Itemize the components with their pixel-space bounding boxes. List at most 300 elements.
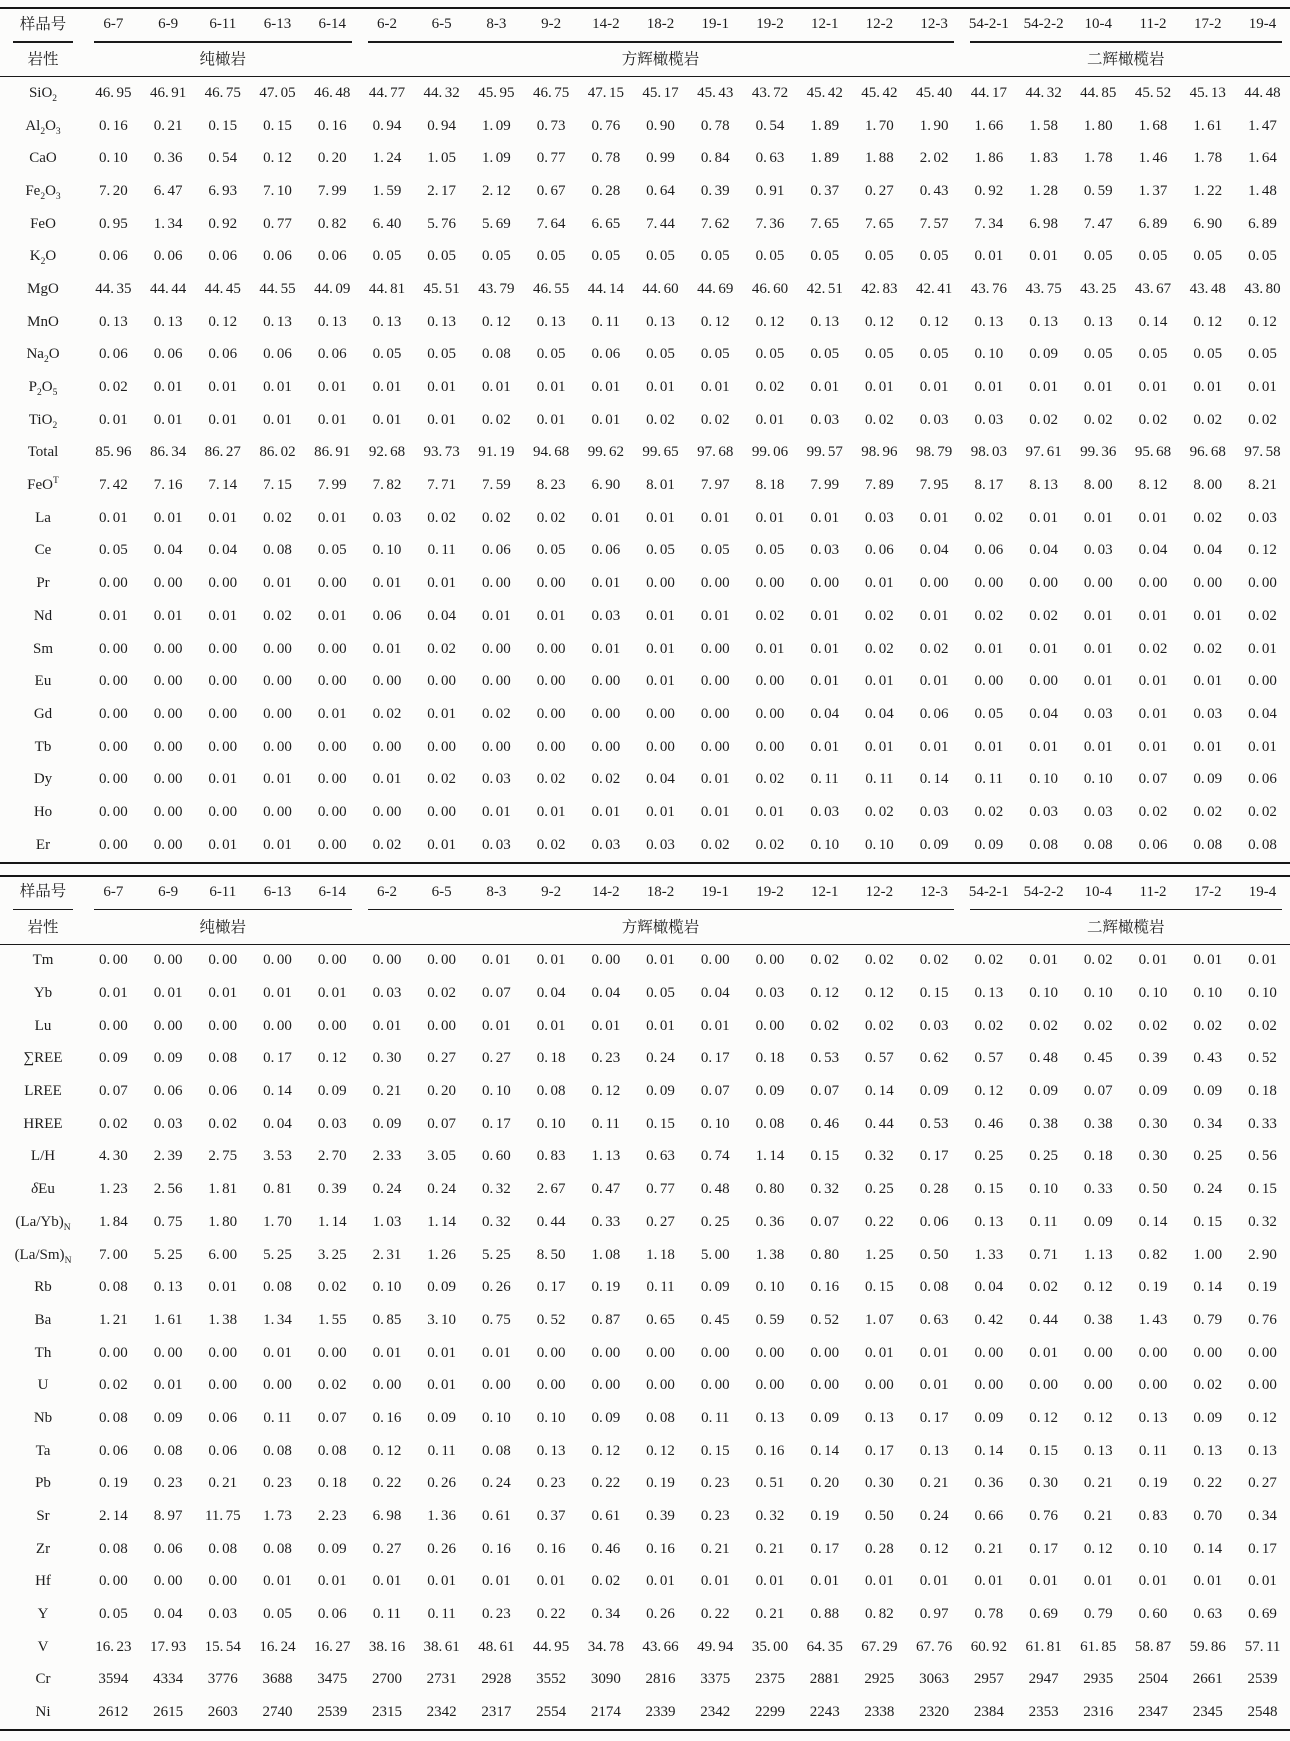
value-cell: 0. 00	[755, 1377, 785, 1394]
value-cell: 0. 09	[153, 1050, 183, 1067]
value-cell: 0. 01	[1083, 673, 1113, 690]
value-cell: 0. 87	[591, 1311, 621, 1328]
value-cell: 0. 01	[482, 1344, 511, 1361]
value-cell: 0. 11	[427, 1442, 456, 1459]
value-cell: 0. 09	[700, 1279, 730, 1296]
value-cell: 0. 03	[1029, 803, 1058, 820]
value-cell: 0. 00	[646, 1344, 675, 1361]
value-cell: 2. 17	[427, 182, 457, 199]
row-label-MgO: MgO	[27, 280, 59, 297]
value-cell: 0. 03	[810, 542, 840, 559]
value-cell: 98. 03	[970, 444, 1007, 461]
value-cell: 1. 66	[974, 117, 1004, 134]
value-cell: 49. 94	[697, 1638, 734, 1655]
value-cell: 0. 01	[755, 803, 785, 820]
value-cell: 0. 34	[1193, 1115, 1223, 1132]
sample-id: 11-2	[1139, 883, 1167, 900]
value-cell: 0. 19	[98, 1475, 128, 1492]
value-cell: 0. 15	[646, 1115, 675, 1132]
value-cell: 0. 02	[1248, 607, 1277, 624]
value-cell: 0. 01	[98, 411, 128, 428]
value-cell: 0. 01	[1083, 738, 1113, 755]
data-row-Total	[0, 437, 1290, 470]
value-cell: 46. 75	[204, 84, 241, 101]
value-cell: 0. 01	[208, 771, 238, 788]
value-cell: 1. 09	[482, 117, 511, 134]
value-cell: 0. 05	[98, 1606, 128, 1623]
value-cell: 0. 43	[1193, 1050, 1223, 1067]
data-row-Ta	[0, 1435, 1290, 1468]
value-cell: 0. 16	[317, 117, 347, 134]
value-cell: 0. 01	[263, 985, 292, 1002]
sample-id: 6-2	[376, 883, 397, 900]
value-cell: 7. 16	[153, 477, 183, 494]
value-cell: 2816	[645, 1671, 676, 1688]
value-cell: 0. 01	[1193, 738, 1223, 755]
value-cell: 0. 92	[208, 215, 238, 232]
value-cell: 0. 38	[1083, 1311, 1113, 1328]
value-cell: 0. 12	[810, 985, 840, 1002]
value-cell: 6. 00	[208, 1246, 238, 1263]
value-cell: 0. 11	[591, 1115, 620, 1132]
value-cell: 0. 00	[810, 1377, 840, 1394]
value-cell: 0. 05	[919, 346, 949, 363]
value-cell: 0. 05	[372, 248, 402, 265]
value-cell: 0. 14	[865, 1083, 894, 1100]
value-cell: 0. 01	[974, 640, 1004, 657]
value-cell: 0. 02	[208, 1115, 238, 1132]
value-cell: 0. 95	[98, 215, 128, 232]
value-cell: 0. 01	[1248, 379, 1277, 396]
value-cell: 0. 03	[208, 1606, 238, 1623]
value-cell: 0. 10	[1138, 1540, 1168, 1557]
value-cell: 0. 01	[919, 379, 949, 396]
value-cell: 0. 11	[810, 771, 839, 788]
value-cell: 0. 02	[646, 411, 675, 428]
value-cell: 0. 32	[1248, 1213, 1277, 1230]
value-cell: 0. 03	[974, 411, 1004, 428]
value-cell: 0. 08	[1029, 836, 1058, 853]
value-cell: 0. 02	[372, 705, 402, 722]
value-cell: 0. 24	[1193, 1181, 1223, 1198]
data-row-Nd	[0, 600, 1290, 633]
value-cell: 61. 81	[1025, 1638, 1062, 1655]
sample-id: 9-2	[541, 16, 562, 32]
value-cell: 0. 27	[482, 1050, 511, 1067]
value-cell: 0. 05	[700, 248, 730, 265]
value-cell: 0. 44	[536, 1213, 566, 1230]
value-cell: 58. 87	[1134, 1638, 1172, 1655]
value-cell: 0. 02	[1248, 1017, 1277, 1034]
value-cell: 0. 02	[317, 1279, 347, 1296]
value-cell: 0. 01	[1083, 509, 1113, 526]
data-row-Y	[0, 1598, 1290, 1631]
value-cell: 0. 00	[98, 803, 128, 820]
value-cell: 0. 01	[1029, 1573, 1058, 1590]
value-cell: 0. 04	[153, 1606, 183, 1623]
row-label-Rb: Rb	[34, 1279, 52, 1296]
value-cell: 0. 15	[974, 1181, 1004, 1198]
data-row-Gd	[0, 698, 1290, 731]
value-cell: 0. 46	[974, 1115, 1004, 1132]
value-cell: 0. 03	[1248, 509, 1277, 526]
value-cell: 0. 25	[974, 1148, 1004, 1165]
value-cell: 0. 34	[591, 1606, 621, 1623]
value-cell: 57. 11	[1244, 1638, 1281, 1655]
value-cell: 0. 10	[1083, 771, 1113, 788]
value-cell: 0. 24	[646, 1050, 675, 1067]
value-cell: 0. 11	[427, 1606, 456, 1623]
value-cell: 0. 02	[1029, 411, 1058, 428]
value-cell: 0. 09	[427, 1409, 457, 1426]
value-cell: 0. 13	[974, 313, 1004, 330]
value-cell: 1. 13	[591, 1148, 621, 1165]
value-cell: 0. 17	[1029, 1540, 1058, 1557]
value-cell: 1. 80	[1083, 117, 1113, 134]
value-cell: 7. 34	[974, 215, 1004, 232]
value-cell: 0. 03	[810, 411, 840, 428]
value-cell: 0. 01	[810, 640, 840, 657]
value-cell: 0. 01	[1083, 379, 1113, 396]
value-cell: 0. 02	[591, 1573, 621, 1590]
value-cell: 2. 56	[153, 1181, 183, 1198]
value-cell: 47. 05	[259, 84, 296, 101]
value-cell: 0. 01	[1029, 1344, 1058, 1361]
value-cell: 0. 01	[482, 803, 511, 820]
sample-id: 12-2	[865, 16, 894, 32]
value-cell: 0. 08	[263, 1442, 292, 1459]
value-cell: 0. 07	[317, 1409, 347, 1426]
value-cell: 0. 01	[208, 985, 238, 1002]
value-cell: 0. 00	[536, 673, 566, 690]
value-cell: 0. 01	[1029, 379, 1058, 396]
value-cell: 0. 05	[974, 705, 1004, 722]
value-cell: 0. 00	[153, 738, 183, 755]
value-cell: 0. 10	[1248, 985, 1277, 1002]
lithology-group: 二辉橄榄岩	[962, 912, 1290, 945]
value-cell: 0. 48	[700, 1181, 730, 1198]
value-cell: 0. 00	[208, 1344, 238, 1361]
value-cell: 0. 02	[1138, 640, 1168, 657]
sample-id: 19-1	[701, 883, 730, 900]
data-row-Fe2O3	[0, 175, 1290, 208]
value-cell: 15. 54	[204, 1638, 241, 1655]
value-cell: 0. 06	[208, 1083, 238, 1100]
sample-id: 19-4	[1248, 16, 1277, 32]
value-cell: 0. 00	[153, 771, 183, 788]
value-cell: 0. 00	[700, 575, 730, 592]
value-cell: 0. 03	[482, 836, 511, 853]
value-cell: 0. 02	[1138, 411, 1168, 428]
value-cell: 0. 75	[482, 1311, 511, 1328]
value-cell: 0. 00	[317, 1344, 347, 1361]
value-cell: 0. 15	[810, 1148, 840, 1165]
value-cell: 86. 91	[314, 444, 351, 461]
row-label-Nd: Nd	[33, 607, 53, 624]
row-label-Th: Th	[34, 1344, 52, 1361]
value-cell: 8. 18	[755, 477, 785, 494]
value-cell: 0. 12	[1083, 1540, 1113, 1557]
data-row-Dy	[0, 763, 1290, 796]
sample-id: 54-2-2	[1023, 16, 1064, 32]
value-cell: 0. 13	[98, 313, 128, 330]
value-cell: 0. 09	[317, 1540, 347, 1557]
value-cell: 0. 10	[1029, 1181, 1058, 1198]
value-cell: 0. 33	[1248, 1115, 1277, 1132]
value-cell: 5. 69	[482, 215, 511, 232]
value-cell: 0. 02	[865, 1017, 894, 1034]
value-cell: 0. 06	[317, 1606, 347, 1623]
value-cell: 0. 14	[1138, 313, 1168, 330]
value-cell: 0. 73	[536, 117, 566, 134]
value-cell: 6. 89	[1248, 215, 1277, 232]
value-cell: 0. 00	[208, 575, 238, 592]
data-row-Sr	[0, 1500, 1290, 1533]
value-cell: 0. 00	[536, 705, 566, 722]
data-row-Cr	[0, 1664, 1290, 1697]
value-cell: 0. 46	[810, 1115, 840, 1132]
value-cell: 44. 32	[1025, 84, 1062, 101]
value-cell: 0. 00	[919, 575, 949, 592]
value-cell: 42. 51	[806, 280, 843, 297]
value-cell: 43. 75	[1025, 280, 1062, 297]
value-cell: 0. 26	[427, 1475, 457, 1492]
value-cell: 0. 15	[919, 985, 949, 1002]
value-cell: 0. 09	[646, 1083, 675, 1100]
value-cell: 0. 02	[1248, 411, 1277, 428]
value-cell: 0. 05	[1083, 346, 1113, 363]
value-cell: 46. 95	[95, 84, 132, 101]
value-cell: 0. 07	[810, 1083, 840, 1100]
data-row-K2O	[0, 240, 1290, 273]
value-cell: 0. 01	[646, 509, 675, 526]
value-cell: 0. 18	[536, 1050, 566, 1067]
value-cell: 0. 01	[1193, 673, 1223, 690]
value-cell: 0. 08	[208, 1540, 238, 1557]
data-row-Rb	[0, 1271, 1290, 1304]
value-cell: 97. 68	[697, 444, 734, 461]
value-cell: 1. 86	[974, 150, 1004, 167]
value-cell: 0. 77	[263, 215, 292, 232]
value-cell: 0. 00	[974, 673, 1004, 690]
value-cell: 0. 02	[974, 509, 1004, 526]
value-cell: 0. 01	[153, 985, 183, 1002]
value-cell: 86. 34	[149, 444, 187, 461]
value-cell: 0. 80	[810, 1246, 840, 1263]
value-cell: 0. 00	[536, 1344, 566, 1361]
value-cell: 0. 00	[1029, 1377, 1058, 1394]
value-cell: 2. 70	[317, 1148, 347, 1165]
row-label-Nb: Nb	[33, 1409, 53, 1426]
value-cell: 0. 01	[810, 673, 840, 690]
value-cell: 2700	[371, 1671, 402, 1688]
value-cell: 0. 01	[865, 1344, 894, 1361]
row-label-La-Sm-N: $(La/Sm)_N$	[14, 1246, 72, 1266]
value-cell: 0. 00	[591, 1344, 621, 1361]
value-cell: 0. 08	[919, 1279, 949, 1296]
value-cell: 48. 61	[478, 1638, 515, 1655]
value-cell: 0. 48	[1029, 1050, 1058, 1067]
value-cell: 0. 16	[98, 117, 128, 134]
data-row-Eu	[0, 665, 1290, 698]
value-cell: 0. 00	[591, 1377, 621, 1394]
value-cell: 0. 00	[1138, 1344, 1168, 1361]
value-cell: 0. 00	[591, 952, 621, 969]
value-cell: 0. 20	[317, 150, 347, 167]
value-cell: 0. 00	[153, 1344, 183, 1361]
value-cell: 0. 69	[1248, 1606, 1277, 1623]
value-cell: 0. 02	[755, 836, 785, 853]
value-cell: 0. 76	[1248, 1311, 1277, 1328]
value-cell: 0. 00	[98, 1573, 128, 1590]
value-cell: 0. 05	[865, 248, 894, 265]
value-cell: 0. 26	[427, 1540, 457, 1557]
value-cell: 0. 08	[98, 1279, 128, 1296]
sample-id: 6-7	[103, 16, 124, 32]
value-cell: 43. 66	[642, 1638, 679, 1655]
value-cell: 0. 03	[1193, 705, 1223, 722]
table-section-2	[0, 875, 1290, 1732]
value-cell: 0. 16	[482, 1540, 511, 1557]
value-cell: 0. 00	[1248, 673, 1277, 690]
value-cell: 99. 62	[587, 444, 624, 461]
value-cell: 0. 16	[646, 1540, 675, 1557]
value-cell: 0. 01	[865, 1573, 894, 1590]
value-cell: 0. 01	[482, 1573, 511, 1590]
value-cell: 2603	[207, 1704, 238, 1721]
sample-id: 12-1	[810, 16, 839, 32]
value-cell: 0. 01	[646, 1573, 675, 1590]
value-cell: 0. 01	[919, 673, 949, 690]
value-cell: 2. 39	[153, 1148, 183, 1165]
sample-id: 11-2	[1139, 16, 1167, 32]
value-cell: 0. 01	[482, 1017, 511, 1034]
value-cell: 5. 25	[263, 1246, 292, 1263]
value-cell: 0. 01	[591, 803, 621, 820]
value-cell: 0. 01	[482, 607, 511, 624]
value-cell: 0. 66	[974, 1508, 1004, 1525]
value-cell: 1. 34	[153, 215, 183, 232]
value-cell: 3776	[207, 1671, 238, 1688]
value-cell: 2. 33	[372, 1148, 402, 1165]
value-cell: 0. 00	[1248, 1377, 1277, 1394]
value-cell: 0. 01	[263, 1344, 292, 1361]
value-cell: 0. 04	[865, 705, 894, 722]
value-cell: 0. 02	[1029, 1279, 1058, 1296]
value-cell: 0. 05	[536, 542, 566, 559]
value-cell: 0. 05	[700, 542, 730, 559]
value-cell: 0. 01	[153, 379, 183, 396]
value-cell: 2174	[590, 1704, 621, 1721]
value-cell: 0. 00	[1138, 1377, 1168, 1394]
value-cell: 0. 27	[1248, 1475, 1277, 1492]
value-cell: 0. 00	[536, 575, 566, 592]
value-cell: 0. 01	[919, 607, 949, 624]
value-cell: 97. 58	[1244, 444, 1281, 461]
data-row-Ho	[0, 796, 1290, 829]
value-cell: 3. 05	[427, 1148, 457, 1165]
sample-id: 6-5	[431, 883, 452, 900]
value-cell: 0. 03	[317, 1115, 347, 1132]
value-cell: 0. 32	[810, 1181, 840, 1198]
value-cell: 0. 33	[591, 1213, 621, 1230]
row-label-CaO: CaO	[29, 150, 57, 167]
value-cell: 0. 09	[591, 1409, 621, 1426]
value-cell: 0. 00	[482, 640, 511, 657]
value-cell: 6. 98	[372, 1508, 402, 1525]
value-cell: 0. 18	[317, 1475, 347, 1492]
value-cell: 0. 18	[1083, 1148, 1113, 1165]
value-cell: 0. 67	[536, 182, 566, 199]
value-cell: 0. 10	[482, 1409, 511, 1426]
data-row-La	[0, 502, 1290, 535]
value-cell: 0. 13	[1193, 1442, 1223, 1459]
value-cell: 0. 63	[755, 150, 785, 167]
value-cell: 0. 12	[263, 150, 292, 167]
value-cell: 0. 10	[536, 1115, 566, 1132]
value-cell: 7. 42	[98, 477, 128, 494]
row-label-Y: Y	[37, 1606, 49, 1623]
value-cell: 0. 54	[755, 117, 785, 134]
value-cell: 0. 17	[700, 1050, 730, 1067]
value-cell: 0. 00	[98, 640, 128, 657]
value-cell: 0. 12	[646, 1442, 675, 1459]
value-cell: 0. 05	[1193, 346, 1223, 363]
row-label-Tm: Tm	[32, 952, 54, 969]
value-cell: 0. 25	[700, 1213, 730, 1230]
value-cell: 0. 06	[98, 346, 128, 363]
value-cell: 1. 23	[98, 1181, 128, 1198]
value-cell: 0. 09	[919, 1083, 949, 1100]
value-cell: 7. 44	[646, 215, 675, 232]
value-cell: 2299	[754, 1704, 785, 1721]
value-cell: 0. 01	[208, 607, 238, 624]
value-cell: 0. 00	[153, 705, 183, 722]
value-cell: 0. 00	[98, 673, 128, 690]
value-cell: 0. 01	[1193, 607, 1223, 624]
value-cell: 0. 04	[153, 542, 183, 559]
value-cell: 0. 02	[1083, 411, 1113, 428]
value-cell: 0. 01	[755, 1573, 785, 1590]
value-cell: 0. 06	[317, 346, 347, 363]
value-cell: 0. 02	[755, 607, 785, 624]
value-cell: 0. 91	[755, 182, 785, 199]
value-cell: 2345	[1192, 1704, 1223, 1721]
value-cell: 0. 00	[427, 673, 457, 690]
sample-id: 6-14	[318, 16, 346, 32]
value-cell: 0. 05	[372, 346, 402, 363]
value-cell: 0. 05	[646, 248, 675, 265]
value-cell: 3688	[262, 1671, 293, 1688]
value-cell: 44. 60	[642, 280, 679, 297]
value-cell: 0. 00	[153, 803, 183, 820]
sample-id: 6-14	[318, 883, 346, 900]
value-cell: 0. 06	[208, 248, 238, 265]
row-label-L-H: L/H	[30, 1148, 56, 1165]
value-cell: 0. 01	[591, 640, 621, 657]
value-cell: 1. 13	[1083, 1246, 1113, 1263]
value-cell: 44. 09	[314, 280, 351, 297]
value-cell: 44. 48	[1244, 84, 1281, 101]
value-cell: 0. 00	[865, 1377, 894, 1394]
value-cell: 0. 00	[974, 1377, 1004, 1394]
value-cell: 7. 15	[263, 477, 292, 494]
value-cell: 2881	[809, 1671, 840, 1688]
value-cell: 0. 01	[974, 248, 1004, 265]
value-cell: 0. 12	[1248, 313, 1277, 330]
value-cell: 0. 36	[974, 1475, 1004, 1492]
value-cell: 5. 25	[153, 1246, 183, 1263]
